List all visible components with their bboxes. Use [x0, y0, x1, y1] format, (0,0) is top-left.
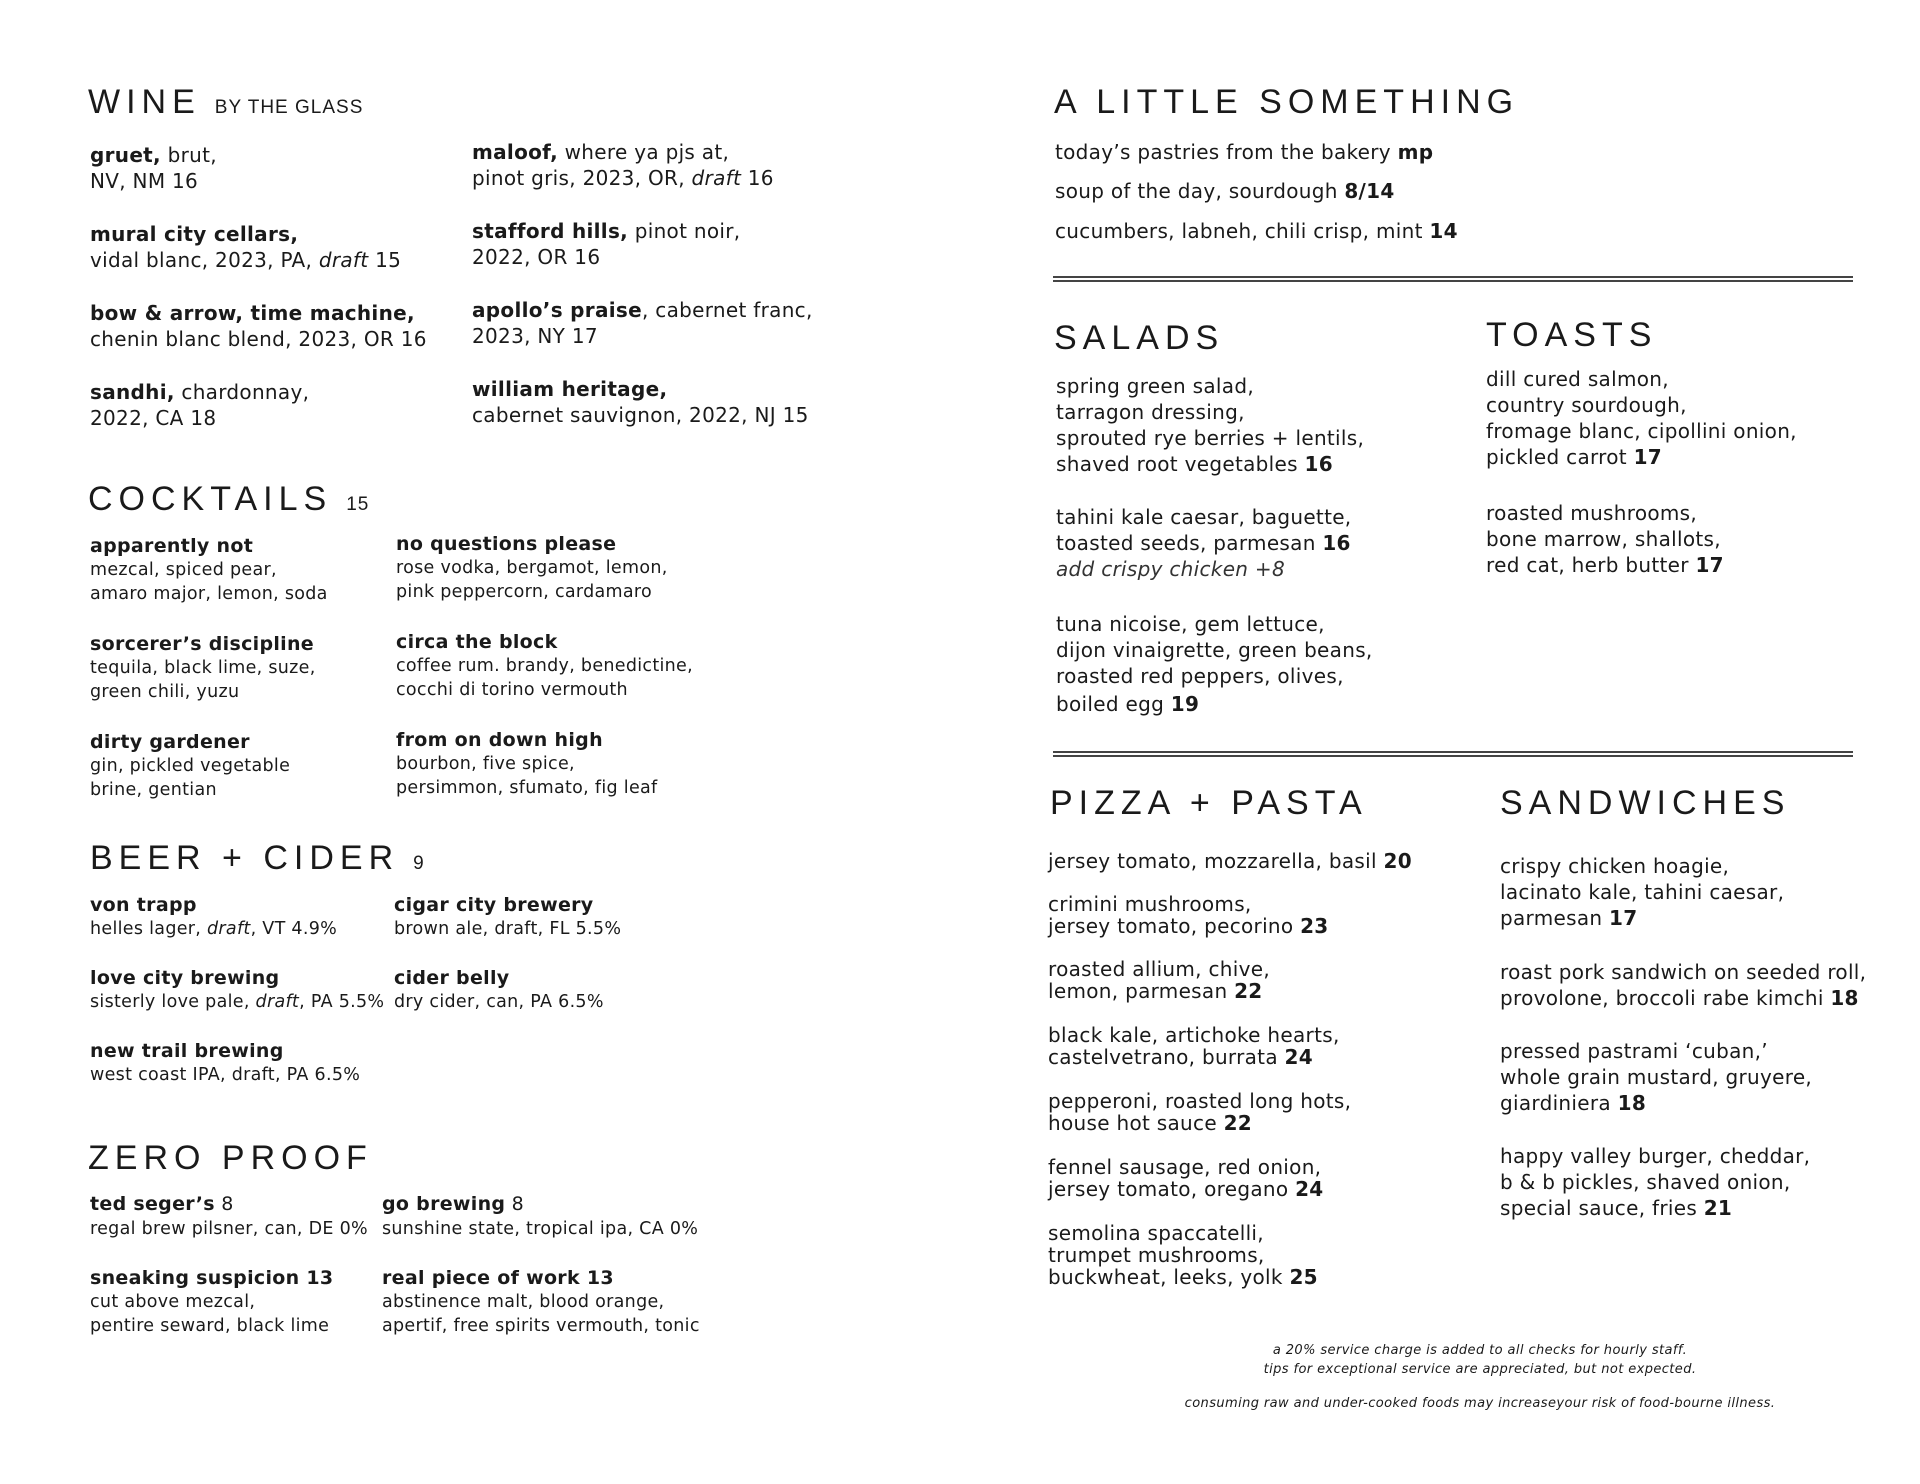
pizza-item: pepperoni, roasted long hots, house hot sauce 22: [1048, 1089, 1352, 1135]
pizza-pasta-heading: PIZZA + PASTA: [1050, 784, 1368, 822]
sandwich-item: roast pork sandwich on seeded roll, provolone, broccoli rabe kimchi 18: [1500, 960, 1867, 1010]
zero-proof-item: ted seger’s 8 regal brew pilsner, can, DE 0%: [90, 1193, 368, 1239]
little-item: today’s pastries from the bakery mp: [1055, 140, 1434, 164]
beer-item: cider belly dry cider, can, PA 6.5%: [394, 967, 604, 1012]
wine-item: gruet, brut, NV, NM 16: [90, 143, 217, 193]
pizza-item: jersey tomato, mozzarella, basil 20: [1048, 849, 1412, 873]
beer-item: von trapp helles lager, draft, VT 4.9%: [90, 894, 338, 939]
section-divider: [1053, 751, 1853, 757]
wine-item: stafford hills, pinot noir, 2022, OR 16: [472, 219, 741, 269]
cocktail-item: from on down high bourbon, five spice, persimmon, sfumato, fig leaf: [396, 729, 658, 798]
salad-item: spring green salad, tarragon dressing, sprouted rye berries + lentils, shaved root vegetables 16: [1056, 374, 1365, 476]
toast-item: roasted mushrooms, bone marrow, shallots, red cat, herb butter 17: [1486, 501, 1724, 577]
little-item: cucumbers, labneh, chili crisp, mint 14: [1055, 219, 1458, 243]
pizza-item: roasted allium, chive, lemon, parmesan 22: [1048, 957, 1271, 1003]
sandwiches-heading: SANDWICHES: [1500, 784, 1791, 822]
cocktail-item: sorcerer’s discipline tequila, black lime, suze, green chili, yuzu: [90, 633, 316, 702]
cocktail-item: apparently not mezcal, spiced pear, amaro major, lemon, soda: [90, 535, 328, 604]
zero-proof-heading: ZERO PROOF: [88, 1139, 373, 1177]
section-divider: [1053, 276, 1853, 282]
raw-food-disclaimer: consuming raw and under-cooked foods may increaseyour risk of food-bourne illness.: [1184, 1396, 1776, 1411]
wine-item: mural city cellars, vidal blanc, 2023, PA, draft 15: [90, 222, 402, 272]
zero-proof-item: sneaking suspicion 13 cut above mezcal, pentire seward, black lime: [90, 1267, 334, 1336]
toast-item: dill cured salmon, country sourdough, fromage blanc, cipollini onion, pickled carrot 17: [1486, 367, 1797, 469]
wine-item: apollo’s praise, cabernet franc, 2023, NY 17: [472, 298, 813, 348]
wine-item: maloof, where ya pjs at, pinot gris, 2023, OR, draft 16: [472, 140, 774, 190]
beer-price: 9: [413, 853, 425, 874]
cocktails-price: 15: [346, 494, 370, 515]
wine-item: bow & arrow, time machine, chenin blanc blend, 2023, OR 16: [90, 301, 427, 351]
cocktail-item: no questions please rose vodka, bergamot, lemon, pink peppercorn, cardamaro: [396, 533, 668, 602]
wine-item: william heritage, cabernet sauvignon, 2022, NJ 15: [472, 377, 809, 427]
salad-item: tuna nicoise, gem lettuce, dijon vinaigrette, green beans, roasted red peppers, olives, boiled egg 19: [1056, 612, 1373, 716]
wine-subtitle: BY THE GLASS: [214, 97, 364, 118]
sandwich-item: crispy chicken hoagie, lacinato kale, tahini caesar, parmesan 17: [1500, 854, 1785, 930]
cocktail-item: circa the block coffee rum. brandy, benedictine, cocchi di torino vermouth: [396, 631, 693, 700]
pizza-item: fennel sausage, red onion, jersey tomato, oregano 24: [1048, 1155, 1324, 1201]
zero-proof-item: go brewing 8 sunshine state, tropical ipa, CA 0%: [382, 1193, 699, 1239]
cocktail-item: dirty gardener gin, pickled vegetable brine, gentian: [90, 731, 291, 800]
beer-item: new trail brewing west coast IPA, draft, PA 6.5%: [90, 1040, 361, 1085]
beer-item: love city brewing sisterly love pale, draft, PA 5.5%: [90, 967, 385, 1012]
zero-proof-item: real piece of work 13 abstinence malt, blood orange, apertif, free spirits vermouth, tonic: [382, 1267, 700, 1336]
salads-heading: SALADS: [1054, 319, 1225, 357]
sandwich-item: happy valley burger, cheddar, b & b pickles, shaved onion, special sauce, fries 21: [1500, 1144, 1811, 1220]
service-charge-note: a 20% service charge is added to all checks for hourly staff. tips for exceptional service are appreciated, but not expected.: [1263, 1343, 1697, 1377]
toasts-heading: TOASTS: [1486, 316, 1658, 354]
beer-heading: BEER + CIDER 9: [90, 839, 425, 877]
little-item: soup of the day, sourdough 8/14: [1055, 179, 1395, 203]
sandwich-item: pressed pastrami ‘cuban,’ whole grain mustard, gruyere, giardiniera 18: [1500, 1039, 1813, 1115]
salad-item: tahini kale caesar, baguette, toasted seeds, parmesan 16 add crispy chicken +8: [1056, 505, 1352, 581]
beer-item: cigar city brewery brown ale, draft, FL 5.5%: [394, 894, 622, 939]
pizza-item: crimini mushrooms, jersey tomato, pecorino 23: [1048, 892, 1329, 938]
pizza-item: semolina spaccatelli, trumpet mushrooms, buckwheat, leeks, yolk 25: [1048, 1221, 1318, 1289]
pizza-list: [1048, 850, 1412, 1288]
little-something-heading: A LITTLE SOMETHING: [1054, 83, 1520, 121]
pizza-item: black kale, artichoke hearts, castelvetrano, burrata 24: [1048, 1023, 1340, 1069]
salad-addon-note: add crispy chicken +8: [1056, 557, 1286, 581]
wine-item: sandhi, chardonnay, 2022, CA 18: [90, 380, 310, 430]
cocktails-heading: COCKTAILS 15: [88, 480, 370, 518]
wine-heading: WINE BY THE GLASS: [88, 83, 364, 121]
